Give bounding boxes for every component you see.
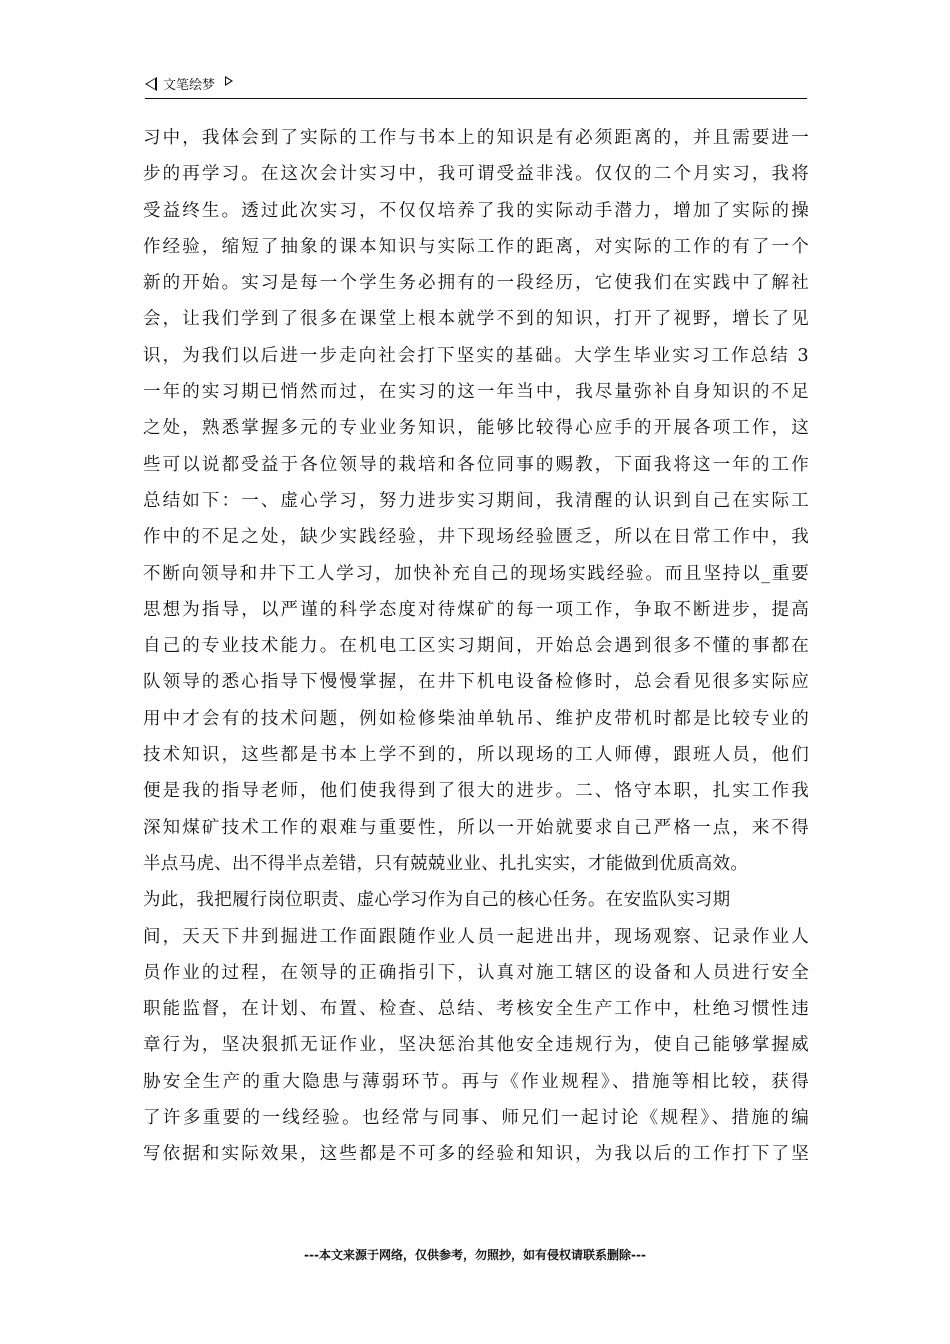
text-line: 些可以说都受益于各位领导的栽培和各位同事的赐教，下面我将这一年的工作 xyxy=(143,454,809,475)
text-line: 队领导的悉心指导下慢慢掌握，在井下机电设备检修时，总会看见很多实际应 xyxy=(143,672,809,693)
text-line: 不断向领导和井下工人学习，加快补充自己的现场实践经验。而且坚持以_重要 xyxy=(143,563,809,584)
text-line: 思想为指导，以严谨的科学态度对待煤矿的每一项工作，争取不断进步，提高 xyxy=(143,599,809,620)
text-line: 便是我的指导老师，他们使我得到了很大的进步。二、恪守本职，扎实工作我 xyxy=(143,781,809,802)
text-line: 总结如下：一、虚心学习，努力进步实习期间，我清醒的认识到自己在实际工 xyxy=(143,490,809,511)
text-line: 深知煤矿技术工作的艰难与重要性，所以一开始就要求自己严格一点，来不得 xyxy=(143,817,809,838)
header-brand xyxy=(145,74,233,93)
text-line: 一年的实习期已悄然而过，在实习的这一年当中，我尽量弥补自身知识的不足 xyxy=(143,382,809,403)
text-line: 步的再学习。在这次会计实习中，我可谓受益非浅。仅仅的二个月实习，我将 xyxy=(143,164,809,185)
text-line: 章行为，坚决狠抓无证作业，坚决惩治其他安全违规行为，使自己能够掌握威 xyxy=(143,1035,809,1056)
text-line: 作中的不足之处，缺少实践经验，井下现场经验匮乏，所以在日常工作中，我 xyxy=(143,527,809,548)
text-line: 自己的专业技术能力。在机电工区实习期间，开始总会遇到很多不懂的事都在 xyxy=(143,636,809,657)
triangle-right-icon xyxy=(225,76,233,86)
page-header xyxy=(145,72,807,98)
text-line: 新的开始。实习是每一个学生务必拥有的一段经历，它使我们在实践中了解社 xyxy=(143,273,809,294)
text-line: 会，让我们学到了很多在课堂上根本就学不到的知识，打开了视野，增长了见 xyxy=(143,309,809,330)
text-line: 技术知识，这些都是书本上学不到的，所以现场的工人师傅，跟班人员，他们 xyxy=(143,745,809,766)
text-line: 写依据和实际效果，这些都是不可多的经验和知识，为我以后的工作打下了坚 xyxy=(143,1144,809,1165)
page-footer: ---本文来源于网络，仅供参考，勿照抄，如有侵权请联系删除--- xyxy=(304,1248,646,1262)
triangle-left-icon xyxy=(145,77,157,91)
text-line: 作经验，缩短了抽象的课本知识与实际工作的距离，对实际的工作的有了一个 xyxy=(143,236,809,257)
text-line: 用中才会有的技术问题，例如检修柴油单轨吊、维护皮带机时都是比较专业的 xyxy=(143,708,809,729)
text-line: 受益终生。透过此次实习，不仅仅培养了我的实际动手潜力，增加了实际的操 xyxy=(143,200,809,221)
text-line: 了许多重要的一线经验。也经常与同事、师兄们一起讨论《规程》、措施的编 xyxy=(143,1108,809,1129)
text-line: 员作业的过程，在领导的正确指引下，认真对施工辖区的设备和人员进行安全 xyxy=(143,962,809,983)
text-line: 半点马虎、出不得半点差错，只有兢兢业业、扎扎实实，才能做到优质高效。 xyxy=(143,853,749,874)
header-brand-label: 文笔绘梦 xyxy=(163,78,216,93)
text-line: 职能监督，在计划、布置、检查、总结、考核安全生产工作中，杜绝习惯性违 xyxy=(143,999,809,1020)
document-body xyxy=(143,120,809,1173)
text-line: 识，为我们以后进一步走向社会打下坚实的基础。大学生毕业实习工作总结 3 xyxy=(143,345,809,366)
text-line: 胁安全生产的重大隐患与薄弱环节。再与《作业规程》、措施等相比较，获得 xyxy=(143,1071,809,1092)
text-line: 习中，我体会到了实际的工作与书本上的知识是有必须距离的，并且需要进一 xyxy=(143,128,809,148)
text-line: 为此，我把履行岗位职责、虚心学习作为自己的核心任务。在安监队实习期 xyxy=(143,890,731,911)
header-divider xyxy=(145,98,807,99)
text-line: 之处，熟悉掌握多元的专业业务知识，能够比较得心应手的开展各项工作，这 xyxy=(143,418,809,439)
text-line: 间，天天下井到掘进工作面跟随作业人员一起进出井，现场观察、记录作业人 xyxy=(143,926,809,947)
